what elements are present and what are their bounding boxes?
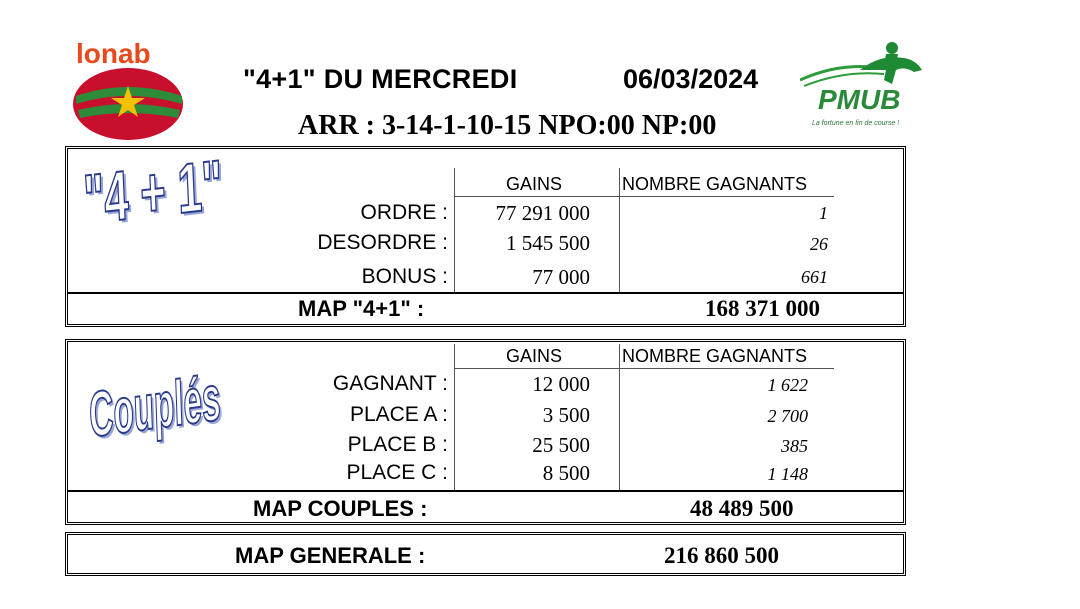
row-label: PLACE A : [349,403,448,426]
row-gain: 12 000 [532,372,590,396]
page-title: "4+1" DU MERCREDI [243,64,518,94]
row-label: GAGNANT : [332,372,448,395]
map-couples-label: MAP COUPLES : [253,496,428,521]
row-label: ORDRE : [360,201,448,224]
row-label: PLACE C : [346,461,448,484]
row-winners: 1 [819,203,828,223]
col-gains-header: GAINS [506,346,563,366]
column-divider [619,344,620,490]
pmub-wordmark: PMUB [818,84,901,115]
header-underline [454,368,834,369]
row-winners: 26 [810,234,828,254]
map-general-label: MAP GENERALE : [235,543,426,568]
row-gain: 1 545 500 [506,231,590,255]
section-4plus1-title: "4 + 1" [82,145,224,239]
map-4plus1-value: 168 371 000 [705,296,820,321]
map-general-value: 216 860 500 [664,543,779,568]
row-winners: 385 [781,436,808,456]
section-couples-title: Couplés [88,361,222,451]
map-separator [68,292,903,294]
arrival-line: ARR : 3-14-1-10-15 NPO:00 NP:00 [298,110,717,141]
lonab-logo [70,38,188,142]
row-winners: 2 700 [767,406,808,426]
row-label: BONUS : [361,265,448,288]
row-gain: 25 500 [532,433,590,457]
column-divider [619,168,620,292]
row-gain: 77 000 [532,265,590,289]
col-gains-header: GAINS [506,174,563,194]
lonab-wordmark: lonab [76,38,151,69]
row-label: PLACE B : [347,433,448,456]
row-winners: 1 148 [767,464,808,484]
row-gain: 3 500 [542,403,590,427]
row-winners: 661 [801,267,828,287]
race-date: 06/03/2024 [623,64,759,94]
header-underline [454,196,834,197]
col-winners-header: NOMBRE GAGNANTS [622,346,808,366]
row-gain: 77 291 000 [495,201,590,225]
row-gain: 8 500 [542,461,590,485]
map-separator [68,490,903,492]
map-4plus1-label: MAP "4+1" : [298,296,425,321]
col-winners-header: NOMBRE GAGNANTS [622,174,808,194]
pmub-tagline: La fortune en fin de course ! [812,120,900,127]
map-couples-value: 48 489 500 [690,496,794,521]
row-label: DESORDRE : [317,231,448,254]
row-winners: 1 622 [767,375,808,395]
pmub-logo [800,40,930,132]
section-general [65,532,906,576]
